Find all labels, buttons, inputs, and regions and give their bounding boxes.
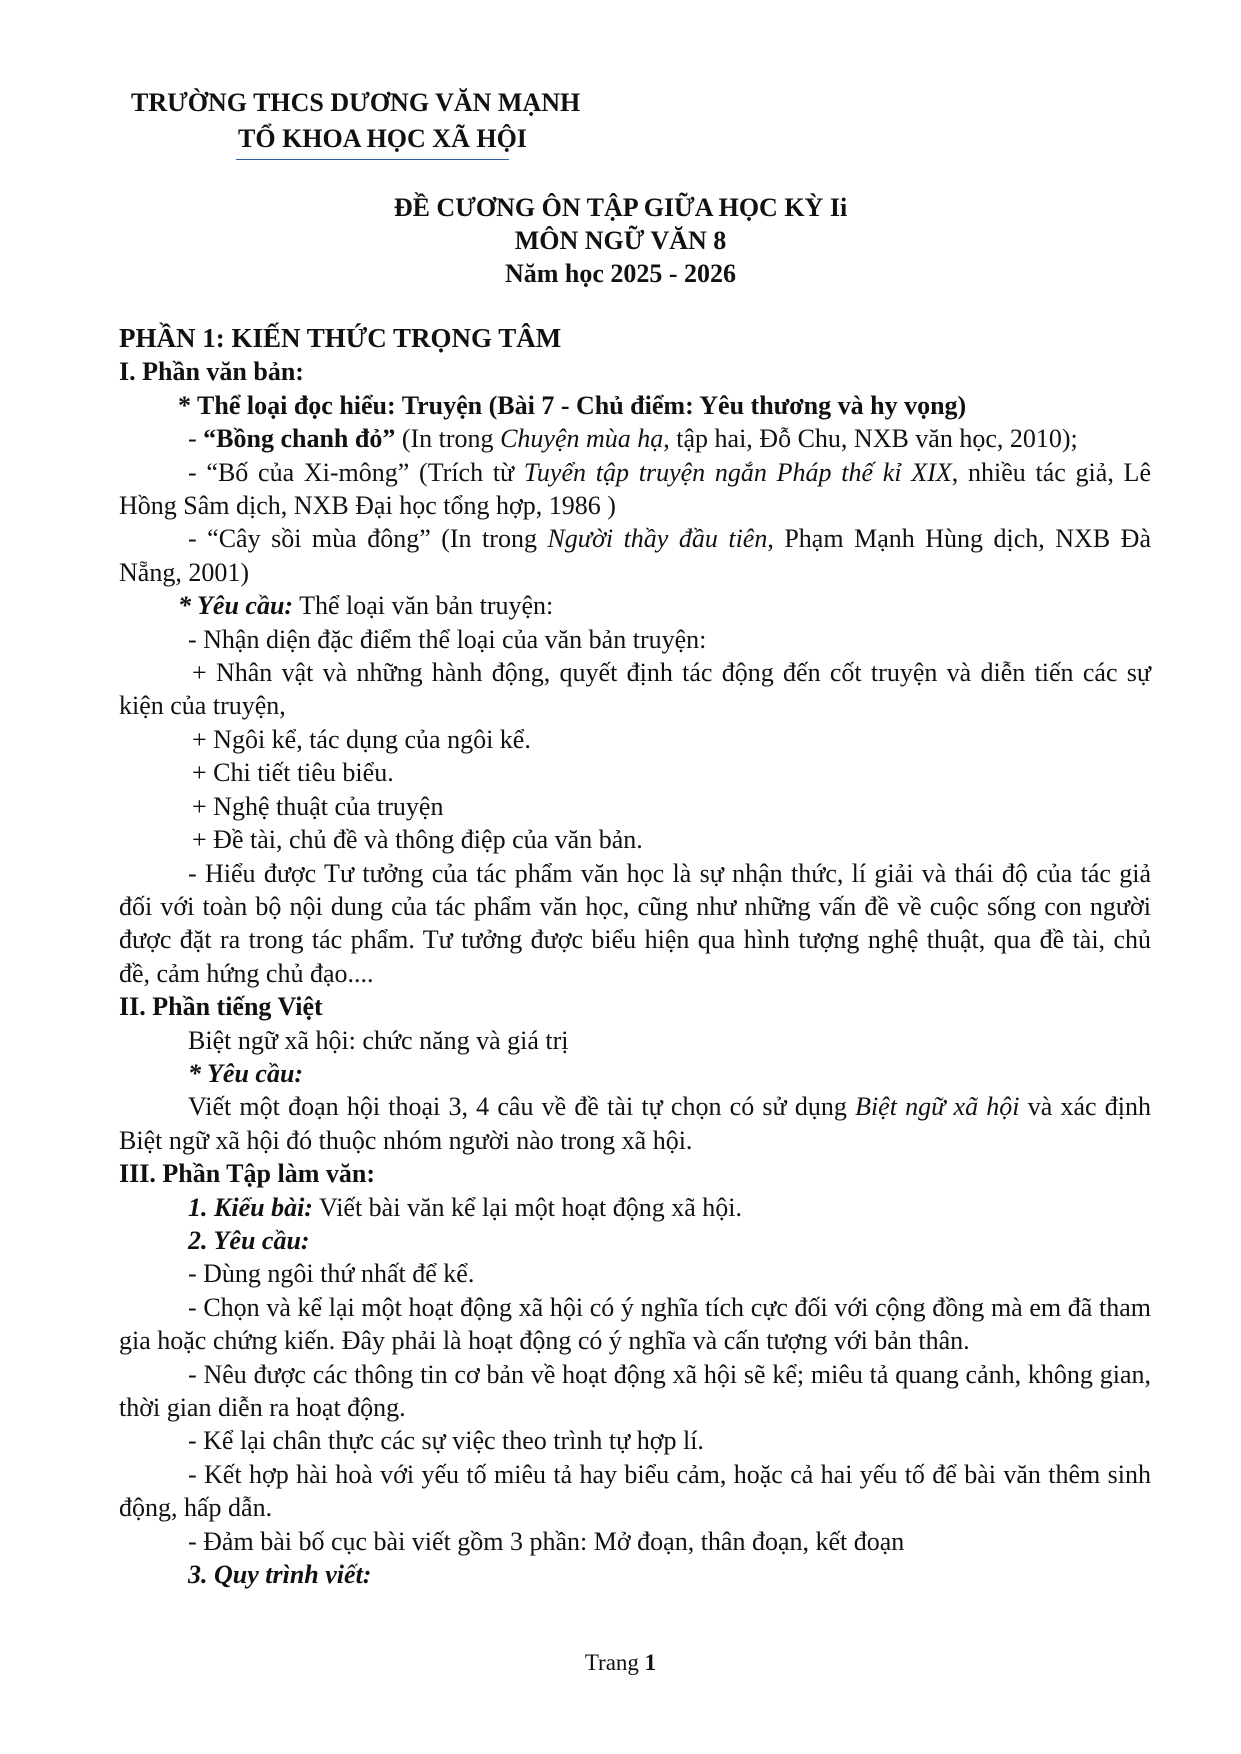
list-item: - Nêu được các thông tin cơ bản về hoạt động xã hội sẽ kể; miêu tả quang cảnh, không gian, thời gian diễn ra hoạt động.: [119, 1359, 1151, 1422]
list-item: + Nghệ thuật của truyện: [192, 791, 444, 821]
list-item: - Dùng ngôi thứ nhất để kể.: [188, 1259, 475, 1289]
requirement-line: * Yêu cầu: Thể loại văn bản truyện:: [178, 591, 554, 621]
process-label: 3. Quy trình viết:: [188, 1560, 372, 1590]
document-body: [119, 322, 1151, 1591]
list-item: - Kết hợp hài hoà với yếu tố miêu tả hay biểu cảm, hoặc cả hai yếu tố để bài văn thêm sinh động, hấp dẫn.: [119, 1459, 1151, 1523]
list-item: + Chi tiết tiêu biểu.: [192, 758, 394, 788]
header-underline: [236, 159, 509, 160]
list-item: - Đảm bài bố cục bài viết gồm 3 phần: Mở đoạn, thân đoạn, kết đoạn: [188, 1526, 905, 1556]
text-item-2: - “Bố của Xi-mông” (Trích từ Tuyển tập truyện ngắn Pháp thế kỉ XIX, nhiều tác giả, Lê Hồng Sâm dịch, NXB Đại học tổng hợp, 1986 ): [119, 457, 1151, 521]
page-footer: [0, 1650, 1241, 1676]
section3-heading: III. Phần Tập làm văn:: [119, 1159, 375, 1189]
part1-heading: PHẦN 1: KIẾN THỨC TRỌNG TÂM: [119, 323, 562, 353]
requirement-label: * Yêu cầu:: [188, 1058, 304, 1088]
list-item: + Ngôi kể, tác dụng của ngôi kể.: [192, 724, 531, 754]
list-item: - Kể lại chân thực các sự việc theo trình tự hợp lí.: [188, 1426, 704, 1456]
document-title: ĐỀ CƯƠNG ÔN TẬP GIỮA HỌC KỲ Ii: [393, 193, 848, 222]
page-label: Trang: [584, 1650, 645, 1675]
list-item: - Nhận diện đặc điểm thể loại của văn bản truyện:: [188, 624, 707, 654]
list-item: - Chọn và kể lại một hoạt động xã hội có ý nghĩa tích cực đối với cộng đồng mà em đã tham gia hoặc chứng kiến. Đây phải là hoạt động có ý nghĩa và cấn tượng với bản thân.: [119, 1292, 1151, 1356]
task-line: Viết một đoạn hội thoại 3, 4 câu về đề tài tự chọn có sử dụng Biệt ngữ xã hội và xác định Biệt ngữ xã hội đó thuộc nhóm người nào trong xã hội.: [119, 1092, 1151, 1155]
text-item-1: - “Bồng chanh đỏ” (In trong Chuyện mùa hạ, tập hai, Đỗ Chu, NXB văn học, 2010);: [188, 424, 1078, 454]
genre-line: * Thể loại đọc hiểu: Truyện (Bài 7 - Chủ điểm: Yêu thương và hy vọng): [178, 390, 967, 420]
section1-heading: I. Phần văn bản:: [119, 357, 304, 387]
essay-type-line: 1. Kiểu bài: Viết bài văn kể lại một hoạt động xã hội.: [188, 1192, 742, 1222]
list-item: - Hiểu được Tư tưởng của tác phẩm văn học là sự nhận thức, lí giải và thái độ của tác giả đối với toàn bộ nội dung của tác phẩm văn học, cũng như những vấn đề về cuộc sống con người được đặt ra trong tác phẩm. Tư tưởng được biểu hiện qua hình tượng nghệ thuật, qua đề tài, chủ đề, cảm hứng chủ đạo....: [119, 858, 1151, 988]
list-item: + Đề tài, chủ đề và thông điệp của văn bản.: [192, 825, 643, 855]
page-number: 1: [644, 1650, 657, 1675]
list-item: + Nhân vật và những hành động, quyết định tác động đến cốt truyện và diễn tiến các sự kiện của truyện,: [119, 658, 1151, 721]
text-item-3: - “Cây sồi mùa đông” (In trong Người thầy đầu tiên, Phạm Mạnh Hùng dịch, NXB Đà Nẵng, 2001): [119, 524, 1151, 587]
subject-title: MÔN NGỮ VĂN 8: [514, 226, 727, 255]
department-name: TỔ KHOA HỌC XÃ HỘI: [238, 124, 527, 153]
school-year: Năm học 2025 - 2026: [504, 259, 737, 288]
school-name: TRƯỜNG THCS DƯƠNG VĂN MẠNH: [131, 88, 581, 117]
topic-line: Biệt ngữ xã hội: chức năng và giá trị: [188, 1025, 569, 1055]
requirement-label: 2. Yêu cầu:: [188, 1225, 310, 1255]
section2-heading: II. Phần tiếng Việt: [119, 992, 323, 1022]
